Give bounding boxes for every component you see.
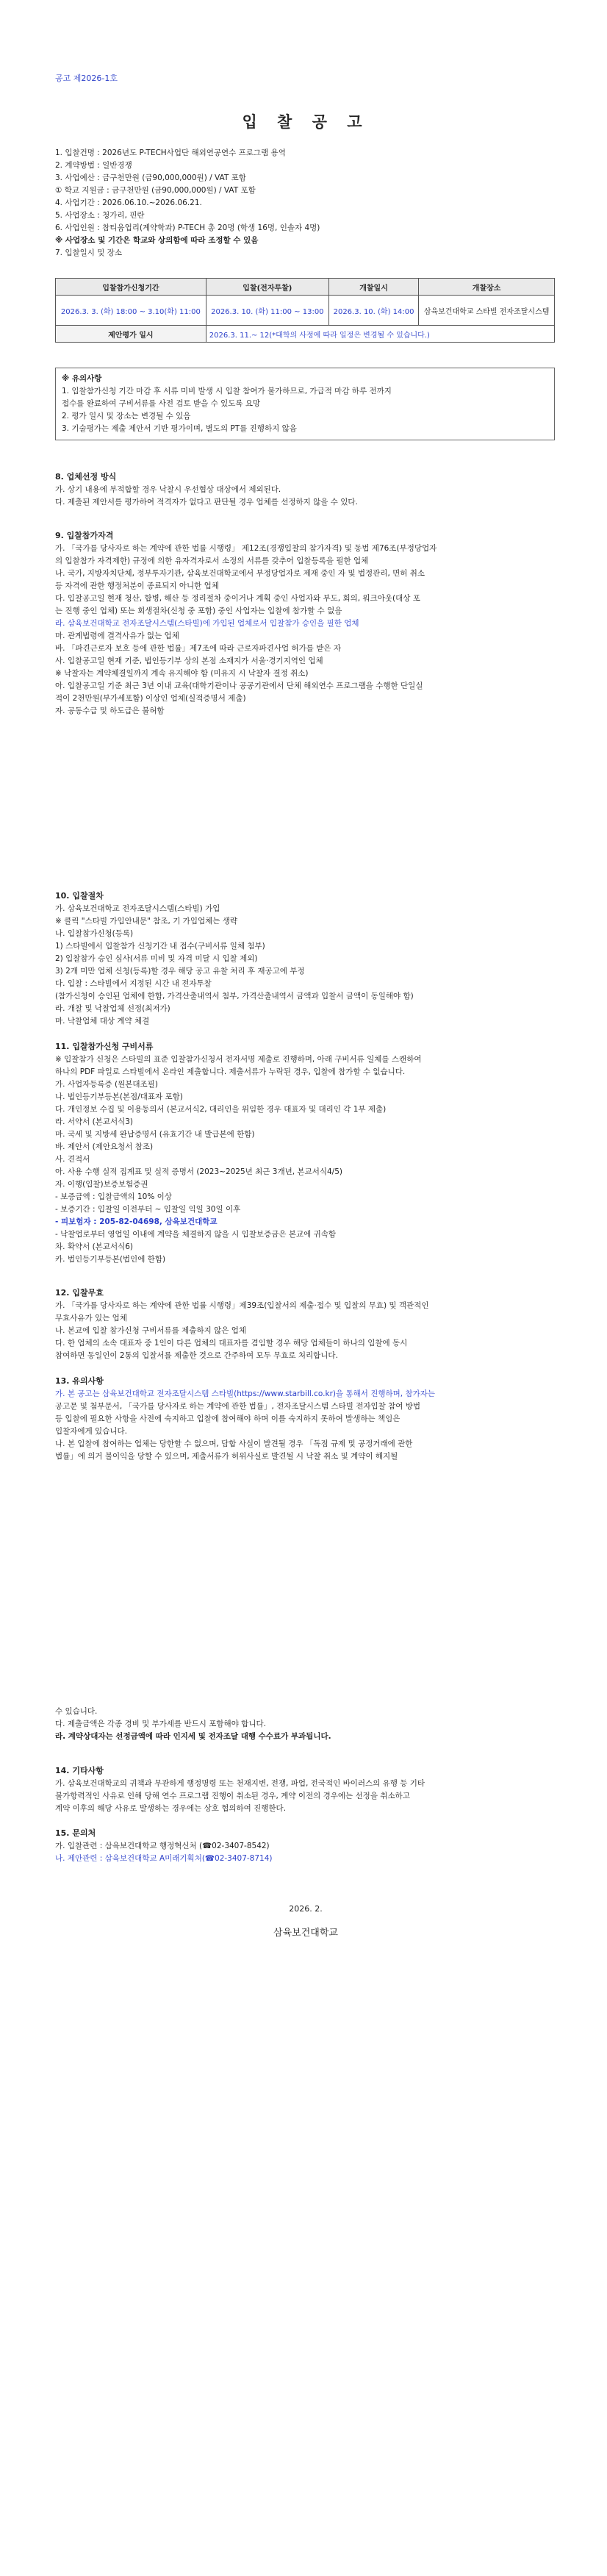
section-line: 다. 입찰공고일 현재 청산, 합병, 해산 등 정리절차 중이거나 계획 중인 사업자와 부도, 회의, 워크아웃(대상 포 [55,594,420,603]
section-line: 다. 입찰 : 스타빌에서 지정된 시간 내 전자투찰 [55,979,212,988]
section-line: 다. 개인정보 수집 및 이용동의서 (본교서식2, 대리인을 위임한 경우 대표자 및 대리인 각 1부 제출) [55,1105,387,1114]
section-line: 다. 제출된 제안서를 평가하여 적격자가 없다고 판단될 경우 업체를 선정하지 않을 수 있다. [55,498,358,507]
section-line: 바. 제안서 (제안요청서 참조) [55,1142,154,1151]
section-line: ※ 낙찰자는 계약체결일까지 계속 유지해야 함 (미유지 시 낙찰자 결정 취소) [55,669,309,678]
table-header-cell: 입찰참가신청기간 [56,279,206,296]
section-heading: 13. 유의사항 [55,1376,104,1386]
section-line: 적이 2천만원(부가세포함) 이상인 업체(실적증명서 제출) [55,694,246,703]
section-line: 나. 본 입찰에 참여하는 업체는 당한할 수 없으며, 담합 사실이 발견될 경우 「독점 규제 및 공정거래에 관한 [55,1439,413,1448]
section-line: 라. 개찰 및 낙찰업체 선정(최저가) [55,1004,170,1013]
table-header-cell: 개찰일시 [328,279,418,296]
overview-line: ※ 사업장소 및 기간은 학교와 상의함에 따라 조정할 수 있음 [55,236,259,245]
section-line: 등 자격에 관한 행정처분이 종료되지 아니한 업체 [55,582,219,590]
section-line: ※ 클릭 "스타빌 가입안내문" 참조, 기 가입업체는 생략 [55,917,238,926]
section-line: (참가신청이 승인된 업체에 한함, 가격산출내역서 첨부, 가격산출내역서 금액과 입찰서 금액이 동일해야 함) [55,992,414,1001]
section-line: 자. 이행(입찰)보증보험증권 [55,1180,148,1189]
section-line: 나. 국가, 지방자치단체, 정부투자기관, 삼육보건대학교에서 부정당업자로 제재 중인 자 및 법정관리, 면허 취소 [55,569,425,578]
overview-line: 7. 입찰일시 및 장소 [55,248,123,257]
section-line: 3) 2개 미만 업체 신청(등록)할 경우 해당 공고 유찰 처리 후 재공고에 부정 [55,967,305,976]
section-line: 아. 사용 수행 실적 집계표 및 실적 증명서 (2023~2025년 최근 3개년, 본교서식4/5) [55,1167,342,1176]
section-13 [55,1375,555,1463]
table-cell: 삼육보건대학교 스타빌 전자조달시스템 [419,296,555,326]
overview-line: ① 학교 지원금 : 금구천만원 (금90,000,000원) / VAT 포함 [55,186,256,195]
section-line: 가. 본 공고는 삼육보건대학교 전자조달시스템 스타빌(https://www.starbill.co.kr)을 통해서 진행하며, 참가자는 [55,1389,436,1398]
section-line: 가. 사업자등록증 (원본대조필) [55,1080,158,1089]
section-line: 가. 삼육보건대학교 전자조달시스템(스타빌) 가입 [55,904,220,913]
section-line: 계약 이후의 해당 사유로 발생하는 경우에는 상호 협의하여 진행한다. [55,1804,287,1813]
section-line: 아. 입찰공고일 기준 최근 3년 이내 교육(대학기관이나 공공기관에서 단체 해외연수 프로그램을 수행한 단일실 [55,681,423,690]
section-line: 공고문 및 첨부문서, 「국가를 당사자로 하는 계약에 관한 법률」, 전자조달시스템 스타빌 전자입찰 참여 방법 [55,1402,421,1411]
section-line: 수 있습니다. [55,1707,98,1716]
table-cell: 2026.3. 3. (화) 18:00 ~ 3.10(화) 11:00 [56,296,206,326]
section-8 [55,471,555,509]
table-cell: 2026.3. 11.~ 12(*대학의 사정에 따라 일정은 변경될 수 있습니다.) [206,326,554,343]
table-row [56,296,555,326]
section-line: 입찰자에게 있습니다. [55,1427,127,1436]
section-line: ※ 입찰참가 신청은 스타빌의 표준 입찰참가신청서 전자서명 제출로 진행하며, 아래 구비서류 일체를 스캔하여 [55,1055,422,1064]
section-line: 카. 법인등기부등본(법인에 한함) [55,1255,166,1264]
section-line: 마. 관계법령에 결격사유가 없는 업체 [55,632,179,640]
note-heading: ※ 유의사항 [62,374,102,383]
section-line: 나. 제안관련 : 삼육보건대학교 A미래기획처(☎02-3407-8714) [55,1854,273,1863]
section-line: - 낙찰업로부터 영업일 이내에 계약을 체결하지 않을 시 입찰보증금은 본교에 귀속함 [55,1230,337,1239]
section-line: 는 진행 중인 업체) 또는 회생절차(신청 중 포함) 중인 사업자는 입찰에 참가할 수 없음 [55,607,342,615]
overview-line: 6. 사업인원 : 참티움업리(계약학과) P-TECH 총 20명 (학생 16명, 인솔자 4명) [55,223,320,232]
section-14 [55,1764,555,1815]
section-line: 1) 스타빌에서 입찰참가 신청기간 내 접수(구비서류 일체 첨부) [55,942,265,951]
section-line: 마. 낙찰업체 대상 계약 체결 [55,1017,150,1026]
section-15 [55,1827,555,1865]
section-line: 사. 견적서 [55,1155,90,1164]
section-line: 다. 제출금액은 각종 경비 및 부가세를 반드시 포함해야 합니다. [55,1720,266,1728]
section-line: 가. 「국가를 당사자로 하는 계약에 관한 법률 시행령」 제12조(경쟁입찰의 참가자격) 및 동법 제76조(부정당업자 [55,544,437,553]
section-line: 라. 삼육보건대학교 전자조달시스템(스타빌)에 가입된 업체로서 입찰참가 승인을 필한 업체 [55,619,359,628]
note-line: 1. 입찰참가신청 기간 마감 후 서류 미비 발생 시 입찰 참여가 불가하므로, 가급적 마감 하루 전까지 [62,387,392,396]
table-header-row [56,279,555,296]
section-line: 나. 입찰참가신청(등록) [55,929,134,938]
overview-line: 5. 사업장소 : 청가리, 핀란 [55,211,145,220]
section-line: 법률」에 의거 불이익을 당할 수 있으며, 제출서류가 허위사실로 발견될 시 낙찰 취소 및 계약이 해지될 [55,1452,398,1461]
section-line: 마. 국세 및 지방세 완납증명서 (유효기간 내 발급본에 한함) [55,1130,255,1139]
section-13-continued [55,1706,555,1743]
section-heading: 8. 업체선정 방식 [55,472,117,482]
section-heading: 10. 입찰절차 [55,891,104,901]
document-number: 공고 제2026-1호 [55,74,118,83]
overview-line: 4. 사업기간 : 2026.06.10.~2026.06.21. [55,198,202,207]
section-line: 나. 법인등기부등본(본점/대표자 포함) [55,1092,183,1101]
section-line: 2) 입찰참가 승인 심사(서류 미비 및 자격 미달 시 입찰 제외) [55,954,258,963]
section-line: 라. 계약상대자는 선정금액에 따라 인지세 및 전자조달 대행 수수료가 부과됩니다. [55,1732,331,1741]
section-line: 하나의 PDF 파일로 스타빌에서 온라인 제출합니다. 제출서류가 누락된 경우, 입찰에 참가할 수 없습니다. [55,1067,406,1076]
overview-line: 3. 사업예산 : 금구천만원 (금90,000,000원) / VAT 포함 [55,173,246,182]
section-line: 가. 상기 내용에 부적합할 경우 낙찰시 우선협상 대상에서 제외된다. [55,485,281,494]
schedule-table [55,278,555,343]
section-12 [55,1287,555,1362]
table-row [56,326,555,343]
section-line: 의 입찰참가 자격제한) 규정에 의한 유자격자로서 소정의 서류를 갖추어 입찰등록을 필한 업체 [55,557,369,565]
section-line: 바. 「파견근로자 보호 등에 관한 법률」제7조에 따라 근로자파견사업 허가를 받은 자 [55,644,341,653]
table-cell: 2026.3. 10. (화) 14:00 [328,296,418,326]
section-line: 등 입찰에 필요한 사항을 사전에 숙지하고 입찰에 참여해야 하며 이를 숙지하지 못하여 발생하는 책임은 [55,1414,401,1423]
section-line: 가. 삼육보건대학교의 귀책과 무관하게 행정명령 또는 천재지변, 전쟁, 파업, 전국적인 바이러스의 유행 등 기타 [55,1779,425,1788]
notice-box [55,368,555,440]
page-title: 입 찰 공 고 [242,113,370,131]
section-line: 차. 확약서 (본교서식6) [55,1242,134,1251]
section-line: 사. 입찰공고일 현재 기준, 법인등기부 상의 본점 소재지가 서울·경기지역인 업체 [55,656,323,665]
section-line: 나. 본교에 입찰 참가신청 구비서류를 제출하지 않은 업체 [55,1326,246,1335]
section-9 [55,529,555,718]
signature-org: 삼육보건대학교 [273,1928,338,1939]
note-line: 2. 평가 일시 및 장소는 변경될 수 있음 [62,412,191,421]
section-line: 자. 공동수급 및 하도급은 불허함 [55,706,165,715]
section-11 [55,1040,555,1266]
note-line: 접수를 완료하여 구비서류를 사전 검토 받을 수 있도록 요망 [62,399,261,408]
section-line: 불가항력적인 사유로 인해 당해 연수 프로그램 진행이 취소된 경우, 계약 이전의 경우에는 선정을 취소하고 [55,1792,410,1800]
section-heading: 11. 입찰참가신청 구비서류 [55,1042,154,1051]
table-header-cell: 개찰장소 [419,279,555,296]
section-line: - 보증금액 : 입찰금액의 10% 이상 [55,1192,172,1201]
section-heading: 9. 입찰참가자격 [55,531,114,540]
section-line: 가. 입찰관련 : 삼육보건대학교 행정혁신처 (☎02-3407-8542) [55,1842,270,1850]
signature-date: 2026. 2. [289,1904,323,1914]
section-line: 참여하면 동일인이 2통의 입찰서를 제출한 것으로 간주하여 모두 무효로 처리합니다. [55,1351,338,1360]
section-heading: 15. 문의처 [55,1828,96,1838]
section-line: - 피보험자 : 205-82-04698, 삼육보건대학교 [55,1217,218,1226]
section-line: 라. 서약서 (본교서식3) [55,1117,134,1126]
overview-line: 2. 계약방법 : 일반경쟁 [55,161,132,170]
table-cell: 제안평가 일시 [56,326,206,343]
section-10 [55,890,555,1028]
section-line: - 보증기간 : 입찰일 이전부터 ~ 입찰일 익일 30일 이후 [55,1205,241,1214]
overview-line: 1. 입찰건명 : 2026년도 P-TECH사업단 해외연공연수 프로그램 용역 [55,149,286,157]
table-cell: 2026.3. 10. (화) 11:00 ~ 13:00 [206,296,328,326]
note-line: 3. 기술평가는 제출 제안서 기반 평가이며, 별도의 PT를 진행하지 않음 [62,424,297,433]
section-line: 다. 한 업체의 소속 대표자 중 1인이 다른 업체의 대표자를 겸임할 경우 해당 업체들이 하나의 입찰에 동시 [55,1339,408,1348]
overview-section [55,147,555,260]
table-header-cell: 입찰(전자투찰) [206,279,328,296]
section-line: 가. 「국가를 당사자로 하는 계약에 관한 법률 시행령」제39조(입찰서의 제출·접수 및 입찰의 무효) 및 객관적인 [55,1301,429,1310]
section-heading: 12. 입찰무효 [55,1288,104,1298]
section-line: 무효사유가 있는 업체 [55,1314,127,1323]
section-heading: 14. 기타사항 [55,1766,104,1775]
